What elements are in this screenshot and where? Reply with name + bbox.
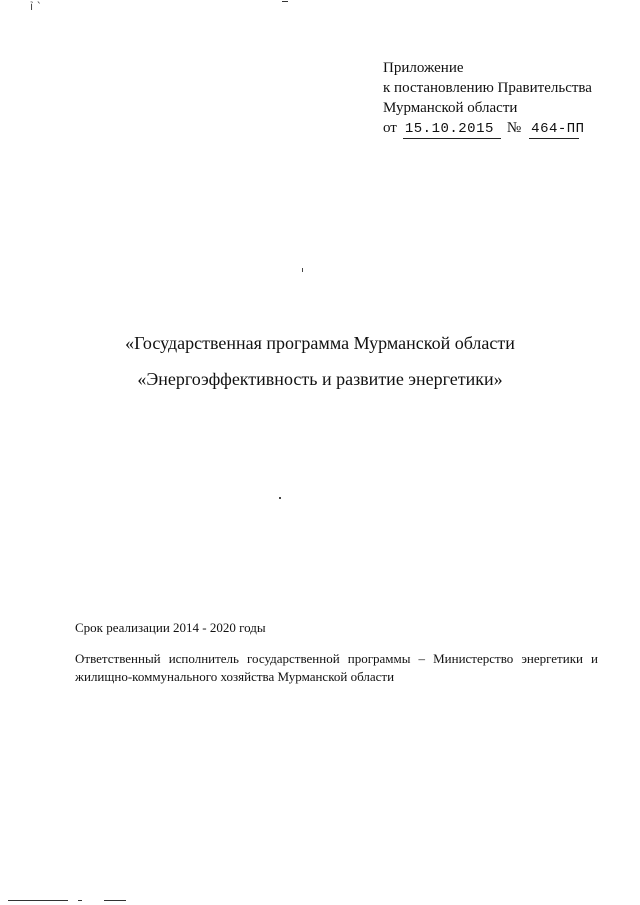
program-title-line-1: «Государственная программа Мурманской области bbox=[125, 333, 515, 353]
scan-corner-mark: ỉ ˋ bbox=[30, 0, 43, 13]
appendix-decree-ref: к постановлению Правительства bbox=[383, 80, 592, 96]
date-prefix: от bbox=[383, 120, 397, 136]
scan-speck bbox=[302, 268, 303, 272]
appendix-label: Приложение bbox=[383, 60, 464, 76]
responsible-executor: Ответственный исполнитель государственной программы – Министерство энергетики и жилищно-коммунального хозяйства Мурманской области bbox=[75, 651, 598, 684]
scan-bottom-mark bbox=[8, 900, 68, 901]
scan-bottom-mark bbox=[104, 900, 126, 901]
scan-bottom-mark bbox=[78, 900, 82, 901]
scan-speck bbox=[279, 497, 281, 499]
decree-number: 464-ПП bbox=[531, 121, 585, 137]
decree-date-row bbox=[383, 118, 623, 139]
appendix-block bbox=[383, 58, 623, 139]
implementation-term: Срок реализации 2014 - 2020 годы bbox=[75, 620, 266, 635]
number-sign: № bbox=[506, 120, 522, 136]
appendix-region: Мурманской области bbox=[383, 100, 518, 116]
decree-date: 15.10.2015 bbox=[403, 121, 501, 139]
program-title-line-2: «Энергоэффективность и развитие энергетики» bbox=[137, 369, 503, 389]
scan-top-mark bbox=[282, 1, 288, 2]
